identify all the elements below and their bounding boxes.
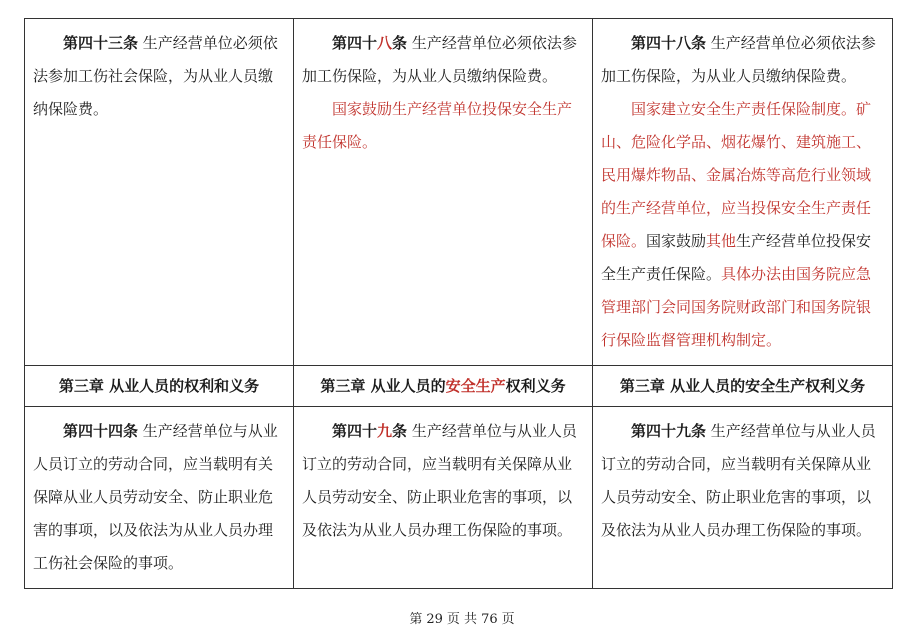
article-number: 第四十四条 (63, 422, 139, 440)
chapter-heading-a: 第三章 从业人员的 (320, 377, 446, 395)
footer-suffix: 页 (501, 612, 515, 627)
footer-prefix: 第 (409, 612, 423, 627)
chapter-heading-old: 第三章 从业人员的权利和义务 (25, 366, 294, 407)
page-number: 29 (426, 612, 443, 627)
article-text-mid: 生产经营单位投保安全生产责任保险。 (601, 232, 872, 283)
page-total: 76 (481, 612, 498, 627)
article-text: 生产经营单位必须依法参加工伤社会保险，为从业人员缴纳保险费。 (33, 34, 278, 118)
table-cell-new-art49 (593, 407, 893, 589)
chapter-heading-added: 安全生产 (445, 377, 506, 395)
chapter-heading-new: 第三章 从业人员的安全生产权利义务 (593, 366, 893, 407)
article-number-b: 条 (392, 422, 408, 440)
article-number: 第四十八条 (631, 34, 707, 52)
table-row (25, 19, 893, 366)
page-footer (0, 608, 924, 627)
table-cell-draft-art48 (294, 19, 593, 366)
article-number-a: 第四十 (332, 422, 378, 440)
article-number: 第四十九条 (631, 422, 707, 440)
table-cell-new-art48 (593, 19, 893, 366)
article-number: 第四十三条 (63, 34, 139, 52)
article-text: 生产经营单位与从业人员订立的劳动合同，应当载明有关保障从业人员劳动安全、防止职业危害的事项，以及依法为从业人员办理工伤保险的事项。 (601, 422, 876, 539)
article-text-mid: 国家鼓励 (646, 232, 707, 250)
article-number-b: 条 (392, 34, 408, 52)
comparison-table (24, 18, 893, 589)
article-number-changed: 九 (377, 422, 393, 440)
table-row (25, 407, 893, 589)
article-text: 生产经营单位与从业人员订立的劳动合同，应当载明有关保障从业人员劳动安全、防止职业危害的事项，以及依法为从业人员办理工伤保险的事项。 (302, 422, 577, 539)
chapter-heading-b: 权利义务 (505, 377, 566, 395)
article-added-paragraph: 国家鼓励生产经营单位投保安全生产责任保险。 (302, 100, 573, 151)
table-cell-draft-art49 (294, 407, 593, 589)
table-row-chapter (25, 366, 893, 407)
footer-mid: 页 共 (446, 612, 478, 627)
article-added-text: 具体办法由国务院应急管理部门会同国务院财政部门和国务院银行保险监督管理机构制定。 (601, 265, 872, 349)
article-text: 生产经营单位必须依法参加工伤保险，为从业人员缴纳保险费。 (601, 34, 876, 85)
article-added-text: 国家建立安全生产责任保险制度。矿山、危险化学品、烟花爆竹、建筑施工、民用爆炸物品、金属冶炼等高危行业领域的生产经营单位，应当投保安全生产责任保险。 (601, 100, 872, 250)
table-cell-old-art43 (25, 19, 294, 366)
table-cell-old-art44 (25, 407, 294, 589)
article-text: 生产经营单位必须依法参加工伤保险，为从业人员缴纳保险费。 (302, 34, 577, 85)
chapter-heading-draft (294, 366, 593, 407)
article-number-a: 第四十 (332, 34, 378, 52)
article-number-changed: 八 (377, 34, 393, 52)
article-added-word: 其他 (706, 232, 737, 250)
article-text: 生产经营单位与从业人员订立的劳动合同，应当载明有关保障从业人员劳动安全、防止职业危害的事项，以及依法为从业人员办理工伤社会保险的事项。 (33, 422, 278, 572)
